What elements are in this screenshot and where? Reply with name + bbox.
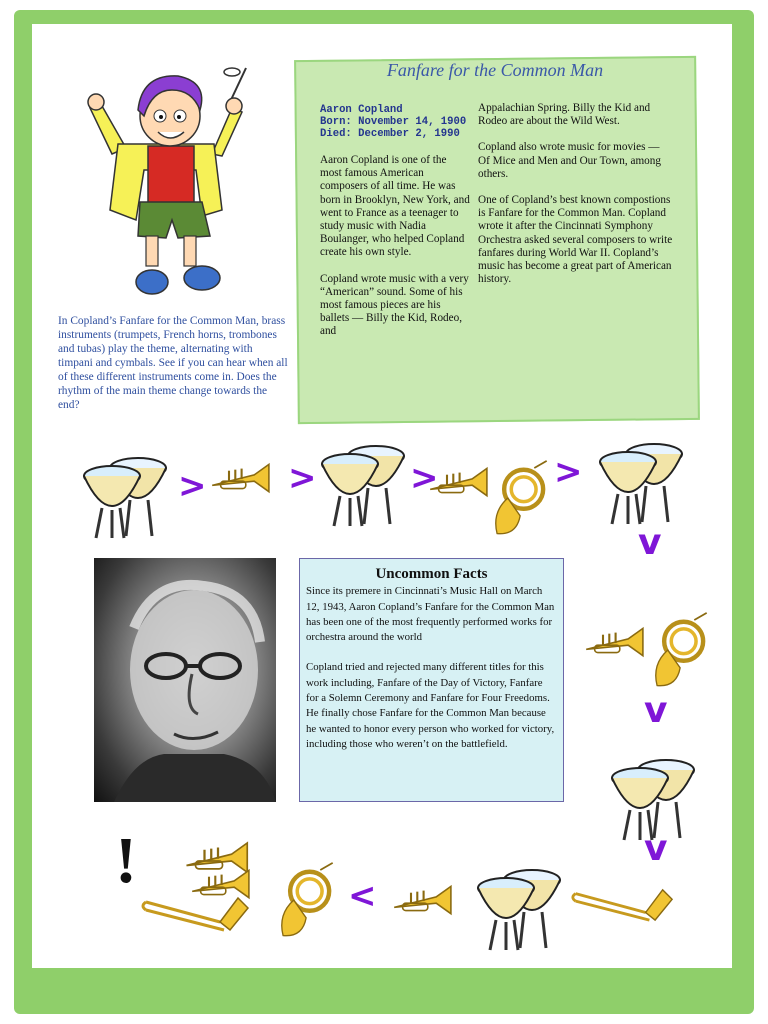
arrow-down: v <box>638 522 662 563</box>
cartoon-conductor-icon <box>82 60 262 304</box>
copland-portrait-photo <box>94 558 276 802</box>
arrow-right: > <box>178 466 207 506</box>
arrow-left: < <box>348 876 377 916</box>
page-title: Fanfare for the Common Man <box>386 60 604 80</box>
arrow-down: v <box>644 690 668 731</box>
birth-date: Born: November 14, 1900 <box>320 116 467 128</box>
arrow-down: v <box>644 828 668 869</box>
arrow-right: > <box>554 452 583 492</box>
trombone-icon <box>570 880 674 928</box>
facts-heading: Uncommon Facts <box>375 566 488 582</box>
arrow-right: > <box>410 458 439 498</box>
french-horn-icon <box>490 456 552 542</box>
timpani-icon <box>80 450 170 540</box>
french-horn-icon <box>650 608 712 694</box>
bio-paragraph-4: Copland also wrote music for movies — Of Mice and Men and Our Town, among others. <box>478 141 661 180</box>
uncommon-facts-box <box>299 558 564 802</box>
french-horn-icon <box>276 858 338 944</box>
bio-paragraph-2: Copland wrote music with a very “American” sound. Some of his most famous pieces are his ballets — Billy the Kid, Rodeo, and <box>320 272 469 338</box>
timpani-icon <box>596 436 686 526</box>
composer-name: Aaron Copland <box>320 104 403 116</box>
bio-paragraph-1: Aaron Copland is one of the most famous American composers of all time. He was born in Brooklyn, New York, and went to France as a teenager to study music with Nadia Boulanger, who helped Copland create his own style. <box>320 154 470 259</box>
arrow-right: > <box>288 458 317 498</box>
trombone-icon <box>140 888 250 938</box>
info-right-column <box>478 102 674 299</box>
bio-paragraph-3: Appalachian Spring. Billy the Kid and Rodeo are about the Wild West. <box>478 102 651 128</box>
facts-paragraph-2: Copland tried and rejected many different titles for this work including, Fanfare of the Day of Victory, Fanfare for a Solemn Ceremony and Fanfare for Four Freedoms. He finally chose Fanfare for the Common Man because he wanted to honor every person who worked for victory, including those who weren’t on the battlefield. <box>306 661 555 750</box>
bio-paragraph-5: One of Copland’s best known compostions is Fanfare for the Common Man. Copland wrote it after the Cincinnati Symphony Orchestra asked several composers to write fanfares during World War II. Copland’s music has become a great part of American history. <box>478 194 673 286</box>
timpani-icon <box>318 438 408 528</box>
timpani-icon <box>474 862 564 952</box>
info-left-column <box>320 104 470 352</box>
portrait-face-icon <box>94 558 276 802</box>
trumpet-icon <box>208 456 292 498</box>
trumpet-icon <box>390 878 474 920</box>
intro-text: In Copland’s Fanfare for the Common Man, brass instruments (trumpets, French horns, trombones and tubas) play the theme, alternating with timpani and cymbals. See if you can hear when all of these different instruments come in. Does the rhythm of the main theme change towards the end? <box>58 315 288 411</box>
facts-paragraph-1: Since its premere in Cincinnati’s Music Hall on March 12, 1943, Aaron Copland’s Fanfare for the Common Man has been one of the most frequently performed works for orchestra around the world <box>306 585 555 644</box>
death-date: Died: December 2, 1990 <box>320 128 460 140</box>
exclamation-mark: ! <box>115 824 137 897</box>
